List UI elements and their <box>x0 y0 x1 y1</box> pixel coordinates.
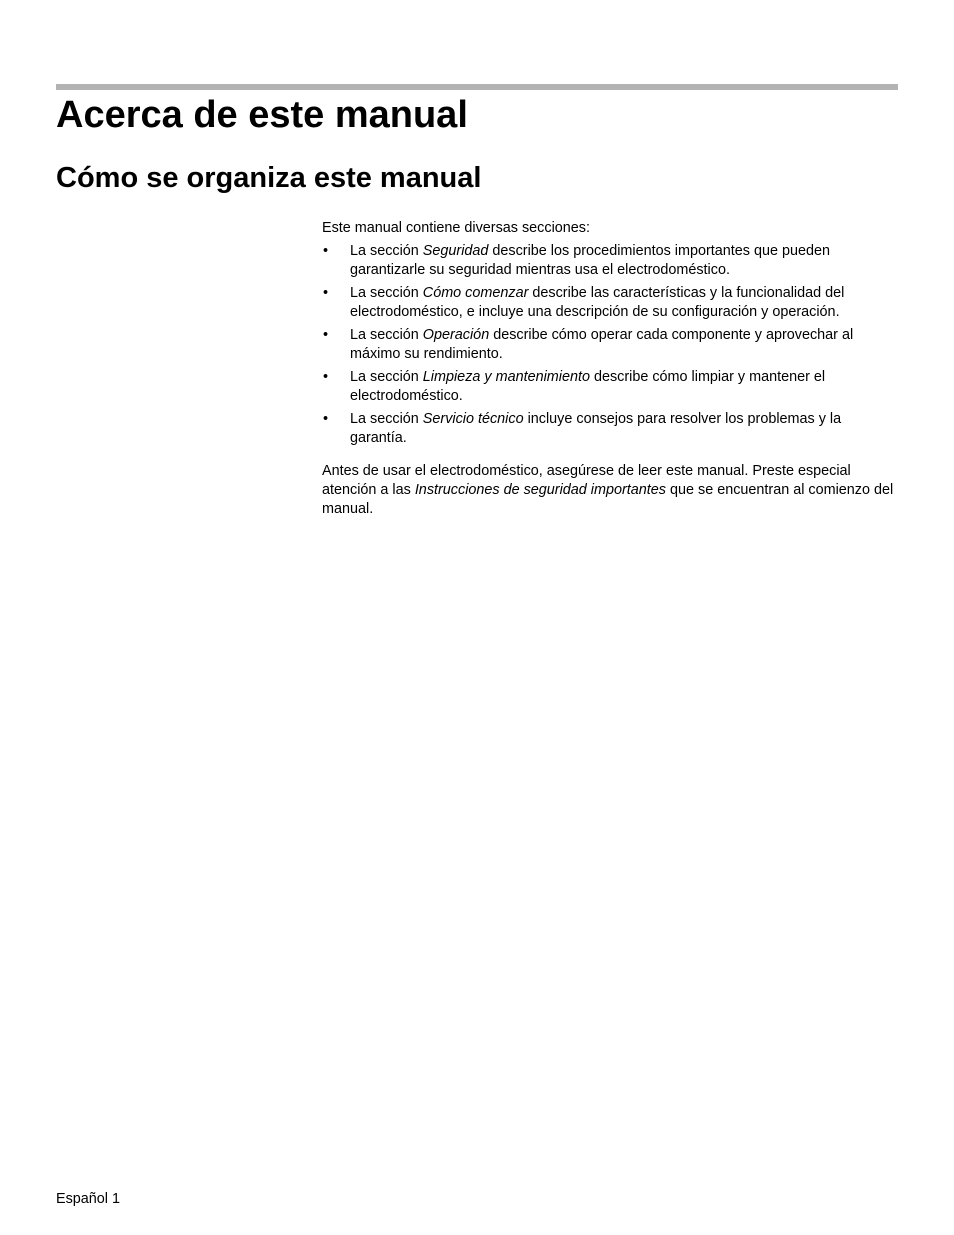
item-description: incluye consejos para resolver los problemas y la garantía. <box>350 411 842 446</box>
item-prefix: La sección <box>350 285 423 301</box>
bullet: • <box>323 327 329 343</box>
item-prefix: La sección <box>350 411 423 427</box>
page-title: Acerca de este manual <box>56 94 468 136</box>
main-content <box>322 219 900 519</box>
list-item <box>322 410 900 448</box>
item-description: describe las características y la funcionalidad del electrodoméstico, e incluye una descripción de su configuración y operación. <box>350 285 845 320</box>
item-prefix: La sección <box>350 243 423 259</box>
item-description: describe cómo limpiar y mantener el electrodoméstico. <box>350 369 826 404</box>
item-prefix: La sección <box>350 327 423 343</box>
list-item <box>322 326 900 364</box>
item-description: describe los procedimientos importantes que pueden garantizarle su seguridad mientras usa el electrodoméstico. <box>350 243 830 278</box>
list-item <box>322 368 900 406</box>
bullet: • <box>323 243 329 259</box>
item-description: describe cómo operar cada componente y aprovechar al máximo su rendimiento. <box>350 327 854 362</box>
top-rule <box>56 84 898 90</box>
list-item <box>322 284 900 322</box>
sections-list <box>322 242 900 448</box>
bullet: • <box>323 369 329 385</box>
intro-paragraph: Este manual contiene diversas secciones: <box>322 220 590 236</box>
list-item <box>322 242 900 280</box>
section-name: Limpieza y mantenimiento <box>422 369 590 385</box>
closing-emphasis: Instrucciones de seguridad importantes <box>414 482 666 498</box>
closing-paragraph <box>322 462 900 519</box>
closing-text-after: que se encuentran al comienzo del manual. <box>322 482 894 517</box>
closing-text-before: Antes de usar el electrodoméstico, asegúrese de leer este manual. Preste especial atención a las <box>322 463 851 498</box>
section-name: Operación <box>422 327 490 343</box>
section-name: Seguridad <box>422 243 489 259</box>
section-name: Servicio técnico <box>422 411 524 427</box>
section-heading: Cómo se organiza este manual <box>56 162 482 194</box>
section-name: Cómo comenzar <box>422 285 529 301</box>
item-prefix: La sección <box>350 369 423 385</box>
bullet: • <box>323 285 329 301</box>
page-footer: Español 1 <box>56 1191 121 1207</box>
bullet: • <box>323 411 329 427</box>
